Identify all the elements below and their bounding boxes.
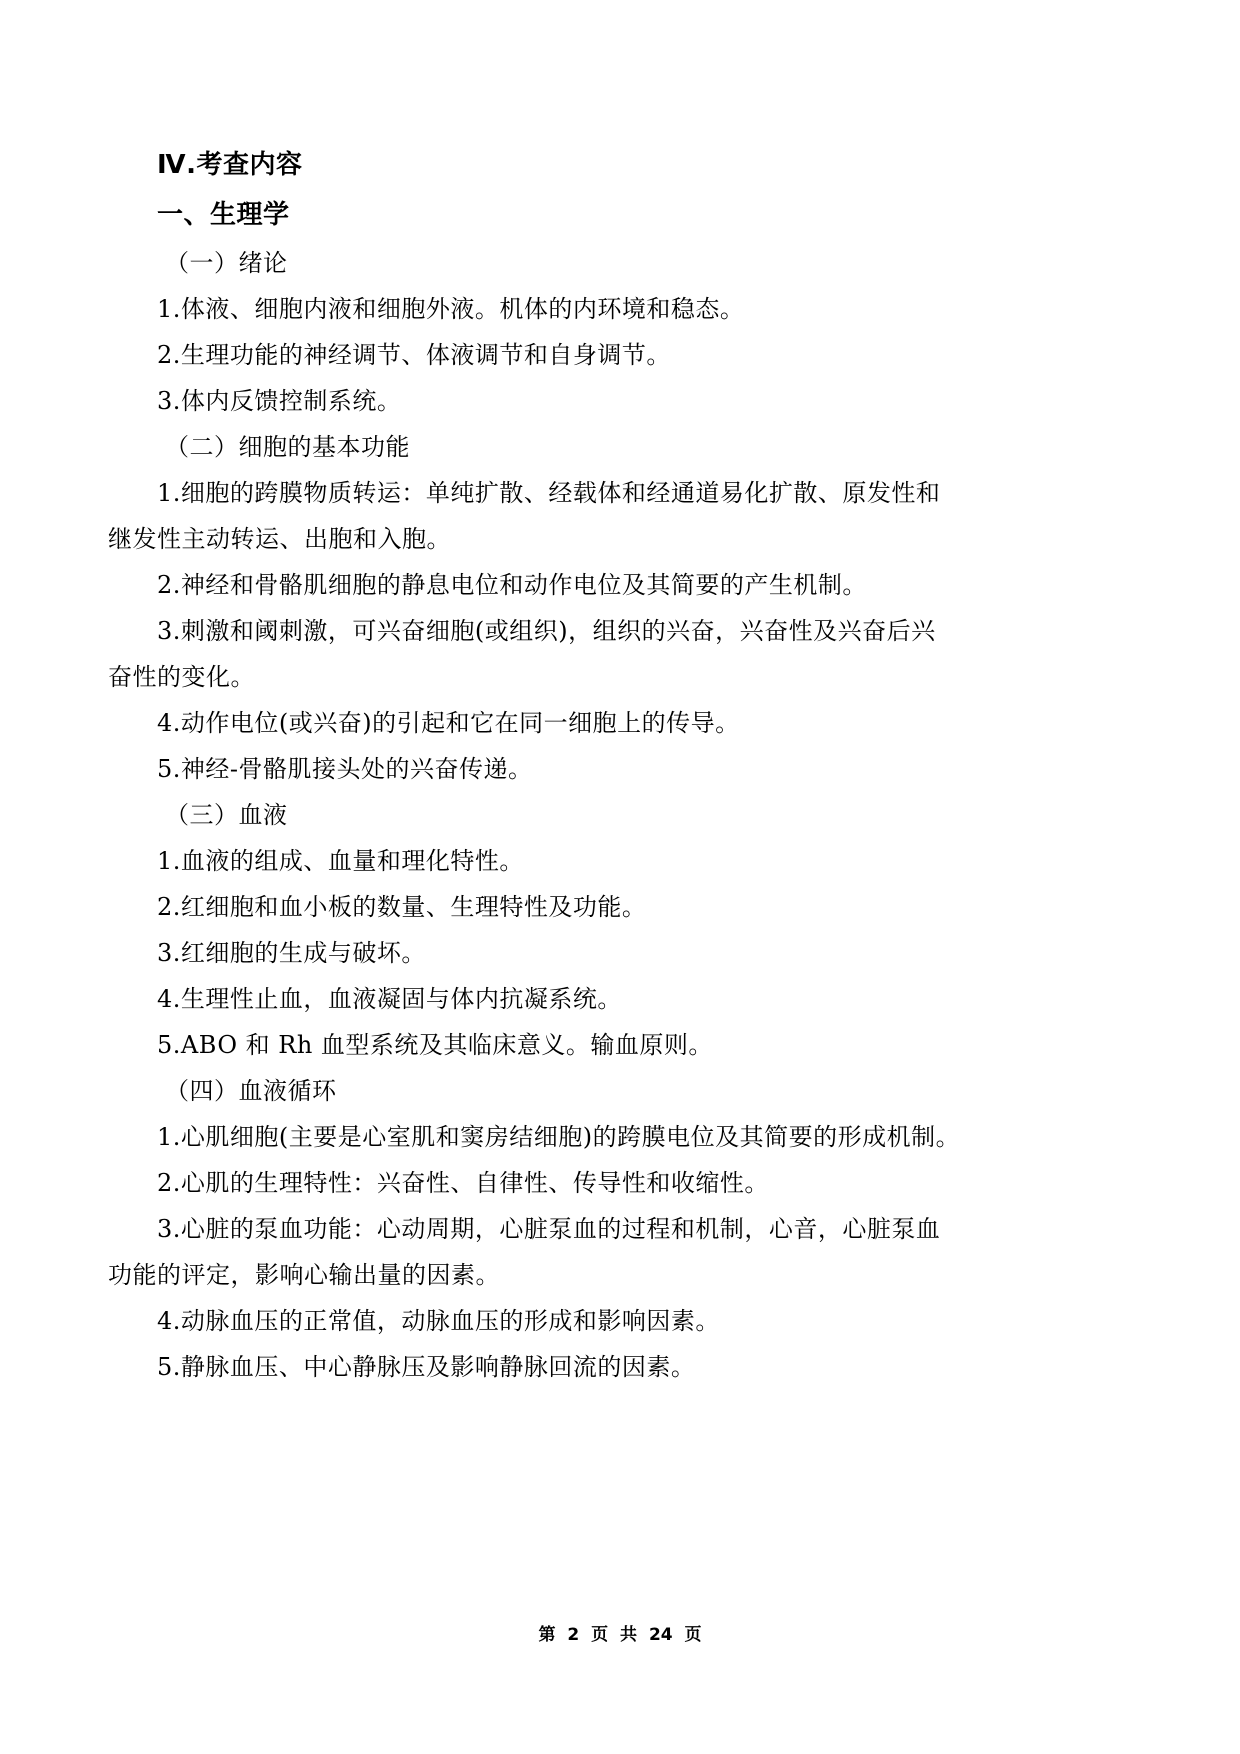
- list-item: 3.心脏的泵血功能：心动周期，心脏泵血的过程和机制，心音，心脏泵血: [157, 1215, 941, 1243]
- subsection-heading: （一）绪论: [165, 249, 288, 277]
- subsection-heading: （四）血液循环: [165, 1077, 337, 1105]
- list-item: 5.ABO 和 Rh 血型系统及其临床意义。输血原则。: [157, 1031, 713, 1059]
- list-item: 4.动脉血压的正常值，动脉血压的形成和影响因素。: [157, 1307, 720, 1335]
- subsection-heading: （二）细胞的基本功能: [165, 433, 410, 461]
- list-item-continuation: 功能的评定，影响心输出量的因素。: [108, 1261, 500, 1289]
- subsection-heading: （三）血液: [165, 801, 288, 829]
- page-number-footer: 第 2 页 共 24 页: [538, 1625, 702, 1645]
- list-item: 4.生理性止血，血液凝固与体内抗凝系统。: [157, 985, 622, 1013]
- part-title: 一、生理学: [157, 200, 290, 230]
- list-item: 1.血液的组成、血量和理化特性。: [157, 847, 524, 875]
- list-item: 3.红细胞的生成与破坏。: [157, 939, 426, 967]
- list-item: 2.神经和骨骼肌细胞的静息电位和动作电位及其简要的产生机制。: [157, 571, 867, 599]
- list-item: 1.心肌细胞(主要是心室肌和窦房结细胞)的跨膜电位及其简要的形成机制。: [157, 1123, 961, 1151]
- list-item: 5.静脉血压、中心静脉压及影响静脉回流的因素。: [157, 1353, 696, 1381]
- list-item: 2.生理功能的神经调节、体液调节和自身调节。: [157, 341, 671, 369]
- document-page: [108, 140, 1128, 1390]
- list-item: 1.体液、细胞内液和细胞外液。机体的内环境和稳态。: [157, 295, 745, 323]
- list-item: 4.动作电位(或兴奋)的引起和它在同一细胞上的传导。: [157, 709, 740, 737]
- list-item-continuation: 继发性主动转运、出胞和入胞。: [108, 525, 451, 553]
- list-item: 3.体内反馈控制系统。: [157, 387, 402, 415]
- list-item: 5.神经-骨骼肌接头处的兴奋传递。: [157, 755, 533, 783]
- list-item: 1.细胞的跨膜物质转运：单纯扩散、经载体和经通道易化扩散、原发性和: [157, 479, 941, 507]
- list-item: 3.刺激和阈刺激，可兴奋细胞(或组织)，组织的兴奋，兴奋性及兴奋后兴: [157, 617, 936, 645]
- list-item: 2.红细胞和血小板的数量、生理特性及功能。: [157, 893, 647, 921]
- section-title: Ⅳ.考查内容: [157, 150, 303, 180]
- list-item: 2.心肌的生理特性：兴奋性、自律性、传导性和收缩性。: [157, 1169, 769, 1197]
- list-item-continuation: 奋性的变化。: [108, 663, 255, 691]
